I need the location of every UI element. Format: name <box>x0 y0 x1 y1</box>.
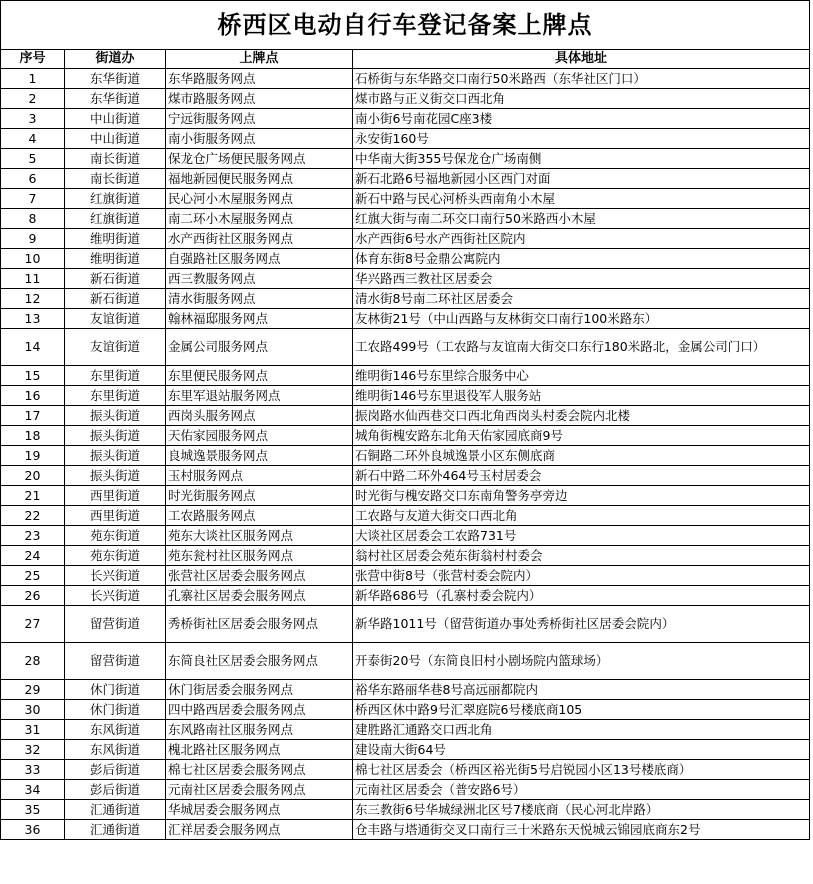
row-number-cell: 14 <box>1 329 65 366</box>
registration-point-cell: 自强路社区服务网点 <box>166 249 353 269</box>
table-row <box>1 486 810 506</box>
row-number-cell: 28 <box>1 643 65 680</box>
address-cell: 棉七社区居委会（桥西区裕光街5号启锐园小区13号楼底商） <box>353 760 810 780</box>
address-cell: 维明街146号东里综合服务中心 <box>353 366 810 386</box>
street-office-cell: 友谊街道 <box>65 329 166 366</box>
table-row <box>1 526 810 546</box>
registration-point-cell: 苑东大谈社区服务网点 <box>166 526 353 546</box>
table-row <box>1 129 810 149</box>
street-office-cell: 苑东街道 <box>65 546 166 566</box>
row-number-cell: 7 <box>1 189 65 209</box>
registration-point-cell: 棉七社区居委会服务网点 <box>166 760 353 780</box>
table-row <box>1 446 810 466</box>
row-number-cell: 27 <box>1 606 65 643</box>
table-row <box>1 229 810 249</box>
table-row <box>1 546 810 566</box>
header-street: 街道办 <box>65 50 166 69</box>
registration-point-cell: 玉村服务网点 <box>166 466 353 486</box>
row-number-cell: 17 <box>1 406 65 426</box>
row-number-cell: 12 <box>1 289 65 309</box>
table-row <box>1 289 810 309</box>
table-row <box>1 406 810 426</box>
registration-point-cell: 休门街居委会服务网点 <box>166 680 353 700</box>
street-office-cell: 南长街道 <box>65 169 166 189</box>
registration-point-cell: 工农路服务网点 <box>166 506 353 526</box>
row-number-cell: 24 <box>1 546 65 566</box>
street-office-cell: 新石街道 <box>65 269 166 289</box>
address-cell: 裕华东路丽华巷8号高远丽都院内 <box>353 680 810 700</box>
address-cell: 工农路499号（工农路与友谊南大街交口东行180米路北，金属公司门口） <box>353 329 810 366</box>
street-office-cell: 留营街道 <box>65 606 166 643</box>
table-row <box>1 466 810 486</box>
address-cell: 红旗大街与南二环交口南行50米路西小木屋 <box>353 209 810 229</box>
row-number-cell: 31 <box>1 720 65 740</box>
street-office-cell: 留营街道 <box>65 643 166 680</box>
address-cell: 桥西区休中路9号汇翠庭院6号楼底商105 <box>353 700 810 720</box>
street-office-cell: 中山街道 <box>65 129 166 149</box>
registration-point-cell: 时光街服务网点 <box>166 486 353 506</box>
table-row <box>1 426 810 446</box>
registration-point-cell: 良城逸景服务网点 <box>166 446 353 466</box>
street-office-cell: 长兴街道 <box>65 566 166 586</box>
address-cell: 友林街21号（中山西路与友林街交口南行100米路东） <box>353 309 810 329</box>
street-office-cell: 休门街道 <box>65 700 166 720</box>
table-row <box>1 780 810 800</box>
row-number-cell: 10 <box>1 249 65 269</box>
row-number-cell: 15 <box>1 366 65 386</box>
address-cell: 石铜路二环外良城逸景小区东侧底商 <box>353 446 810 466</box>
table-row <box>1 209 810 229</box>
row-number-cell: 23 <box>1 526 65 546</box>
street-office-cell: 中山街道 <box>65 109 166 129</box>
table-row <box>1 309 810 329</box>
street-office-cell: 友谊街道 <box>65 309 166 329</box>
row-number-cell: 2 <box>1 89 65 109</box>
header-point: 上牌点 <box>166 50 353 69</box>
street-office-cell: 新石街道 <box>65 289 166 309</box>
address-cell: 张营中街8号（张营村委会院内） <box>353 566 810 586</box>
table-row <box>1 89 810 109</box>
row-number-cell: 1 <box>1 69 65 89</box>
registration-point-cell: 东里军退站服务网点 <box>166 386 353 406</box>
registration-point-cell: 华城居委会服务网点 <box>166 800 353 820</box>
registration-point-cell: 苑东瓮村社区服务网点 <box>166 546 353 566</box>
table-row <box>1 700 810 720</box>
table-row <box>1 366 810 386</box>
table-body <box>1 69 810 840</box>
street-office-cell: 东风街道 <box>65 720 166 740</box>
registration-point-cell: 金属公司服务网点 <box>166 329 353 366</box>
address-cell: 石桥街与东华路交口南行50米路西（东华社区门口） <box>353 69 810 89</box>
street-office-cell: 长兴街道 <box>65 586 166 606</box>
address-cell: 新华路1011号（留营街道办事处秀桥街社区居委会院内） <box>353 606 810 643</box>
table-row <box>1 249 810 269</box>
registration-point-cell: 南二环小木屋服务网点 <box>166 209 353 229</box>
street-office-cell: 振头街道 <box>65 426 166 446</box>
registration-point-cell: 秀桥街社区居委会服务网点 <box>166 606 353 643</box>
table-row <box>1 586 810 606</box>
address-cell: 振岗路水仙西巷交口西北角西岗头村委会院内北楼 <box>353 406 810 426</box>
address-cell: 时光街与槐安路交口东南角警务亭旁边 <box>353 486 810 506</box>
row-number-cell: 30 <box>1 700 65 720</box>
address-cell: 煤市路与正义街交口西北角 <box>353 89 810 109</box>
street-office-cell: 东风街道 <box>65 740 166 760</box>
table-row <box>1 149 810 169</box>
address-cell: 东三教街6号华城绿洲北区号7楼底商（民心河北岸路） <box>353 800 810 820</box>
registration-point-cell: 东里便民服务网点 <box>166 366 353 386</box>
row-number-cell: 5 <box>1 149 65 169</box>
registration-point-cell: 孔寨社区居委会服务网点 <box>166 586 353 606</box>
table-row <box>1 269 810 289</box>
address-cell: 维明街146号东里退役军人服务站 <box>353 386 810 406</box>
table-row <box>1 329 810 366</box>
registration-point-cell: 西三教服务网点 <box>166 269 353 289</box>
table-row <box>1 109 810 129</box>
street-office-cell: 振头街道 <box>65 466 166 486</box>
street-office-cell: 振头街道 <box>65 406 166 426</box>
registration-point-cell: 宁远街服务网点 <box>166 109 353 129</box>
address-cell: 新石中路与民心河桥头西南角小木屋 <box>353 189 810 209</box>
table-row <box>1 606 810 643</box>
row-number-cell: 19 <box>1 446 65 466</box>
street-office-cell: 红旗街道 <box>65 209 166 229</box>
street-office-cell: 维明街道 <box>65 249 166 269</box>
sheet-title: 桥西区电动自行车登记备案上牌点 <box>1 1 810 50</box>
row-number-cell: 16 <box>1 386 65 406</box>
address-cell: 新华路686号（孔寨村委会院内） <box>353 586 810 606</box>
table-row <box>1 189 810 209</box>
registration-point-cell: 保龙仓广场便民服务网点 <box>166 149 353 169</box>
street-office-cell: 休门街道 <box>65 680 166 700</box>
row-number-cell: 32 <box>1 740 65 760</box>
street-office-cell: 苑东街道 <box>65 526 166 546</box>
registration-point-cell: 东风路南社区服务网点 <box>166 720 353 740</box>
address-cell: 清水街8号南二环社区居委会 <box>353 289 810 309</box>
row-number-cell: 36 <box>1 820 65 840</box>
address-cell: 体育东街8号金鼎公寓院内 <box>353 249 810 269</box>
registration-point-cell: 东简良社区居委会服务网点 <box>166 643 353 680</box>
registration-point-cell: 南小街服务网点 <box>166 129 353 149</box>
table-row <box>1 820 810 840</box>
table-row <box>1 386 810 406</box>
address-cell: 开泰街20号（东简良旧村小剧场院内篮球场） <box>353 643 810 680</box>
street-office-cell: 红旗街道 <box>65 189 166 209</box>
address-cell: 大谈社区居委会工农路731号 <box>353 526 810 546</box>
address-cell: 中华南大街355号保龙仓广场南侧 <box>353 149 810 169</box>
address-cell: 元南社区居委会（普安路6号） <box>353 780 810 800</box>
registration-point-cell: 槐北路社区服务网点 <box>166 740 353 760</box>
address-cell: 南小街6号南花园C座3楼 <box>353 109 810 129</box>
registration-point-cell: 元南社区居委会服务网点 <box>166 780 353 800</box>
registration-point-cell: 东华路服务网点 <box>166 69 353 89</box>
row-number-cell: 29 <box>1 680 65 700</box>
row-number-cell: 11 <box>1 269 65 289</box>
row-number-cell: 26 <box>1 586 65 606</box>
table-row <box>1 720 810 740</box>
street-office-cell: 东里街道 <box>65 366 166 386</box>
header-address: 具体地址 <box>353 50 810 69</box>
street-office-cell: 维明街道 <box>65 229 166 249</box>
registration-point-cell: 民心河小木屋服务网点 <box>166 189 353 209</box>
row-number-cell: 22 <box>1 506 65 526</box>
row-number-cell: 6 <box>1 169 65 189</box>
table-row <box>1 643 810 680</box>
registration-point-cell: 汇祥居委会服务网点 <box>166 820 353 840</box>
row-number-cell: 34 <box>1 780 65 800</box>
street-office-cell: 彭后街道 <box>65 780 166 800</box>
street-office-cell: 彭后街道 <box>65 760 166 780</box>
row-number-cell: 20 <box>1 466 65 486</box>
row-number-cell: 33 <box>1 760 65 780</box>
table-row <box>1 566 810 586</box>
table-row <box>1 69 810 89</box>
address-cell: 永安街160号 <box>353 129 810 149</box>
row-number-cell: 35 <box>1 800 65 820</box>
street-office-cell: 西里街道 <box>65 506 166 526</box>
row-number-cell: 3 <box>1 109 65 129</box>
address-cell: 城角街槐安路东北角天佑家园底商9号 <box>353 426 810 446</box>
street-office-cell: 东华街道 <box>65 89 166 109</box>
street-office-cell: 西里街道 <box>65 486 166 506</box>
street-office-cell: 南长街道 <box>65 149 166 169</box>
registration-point-cell: 天佑家园服务网点 <box>166 426 353 446</box>
street-office-cell: 东里街道 <box>65 386 166 406</box>
row-number-cell: 8 <box>1 209 65 229</box>
row-number-cell: 18 <box>1 426 65 446</box>
header-no: 序号 <box>1 50 65 69</box>
table-row <box>1 680 810 700</box>
street-office-cell: 汇通街道 <box>65 820 166 840</box>
address-cell: 仓丰路与塔通街交叉口南行三十米路东天悦城云锦园底商东2号 <box>353 820 810 840</box>
registration-point-cell: 清水街服务网点 <box>166 289 353 309</box>
address-cell: 新石北路6号福地新园小区西门对面 <box>353 169 810 189</box>
row-number-cell: 4 <box>1 129 65 149</box>
street-office-cell: 汇通街道 <box>65 800 166 820</box>
row-number-cell: 13 <box>1 309 65 329</box>
address-cell: 工农路与友道大街交口西北角 <box>353 506 810 526</box>
registration-point-cell: 四中路西居委会服务网点 <box>166 700 353 720</box>
address-cell: 翁村社区居委会苑东街翁村村委会 <box>353 546 810 566</box>
table-row <box>1 740 810 760</box>
street-office-cell: 振头街道 <box>65 446 166 466</box>
table-row <box>1 169 810 189</box>
table-row <box>1 760 810 780</box>
address-cell: 新石中路二环外464号玉村居委会 <box>353 466 810 486</box>
registration-point-cell: 张营社区居委会服务网点 <box>166 566 353 586</box>
row-number-cell: 21 <box>1 486 65 506</box>
registration-point-cell: 煤市路服务网点 <box>166 89 353 109</box>
registration-point-cell: 翰林福邸服务网点 <box>166 309 353 329</box>
registration-point-cell: 水产西街社区服务网点 <box>166 229 353 249</box>
address-cell: 建胜路汇通路交口西北角 <box>353 720 810 740</box>
row-number-cell: 9 <box>1 229 65 249</box>
address-cell: 华兴路西三教社区居委会 <box>353 269 810 289</box>
table-row <box>1 506 810 526</box>
registration-point-cell: 西岗头服务网点 <box>166 406 353 426</box>
address-cell: 建设南大街64号 <box>353 740 810 760</box>
address-cell: 水产西街6号水产西街社区院内 <box>353 229 810 249</box>
street-office-cell: 东华街道 <box>65 69 166 89</box>
table-row <box>1 800 810 820</box>
row-number-cell: 25 <box>1 566 65 586</box>
registration-point-cell: 福地新园便民服务网点 <box>166 169 353 189</box>
